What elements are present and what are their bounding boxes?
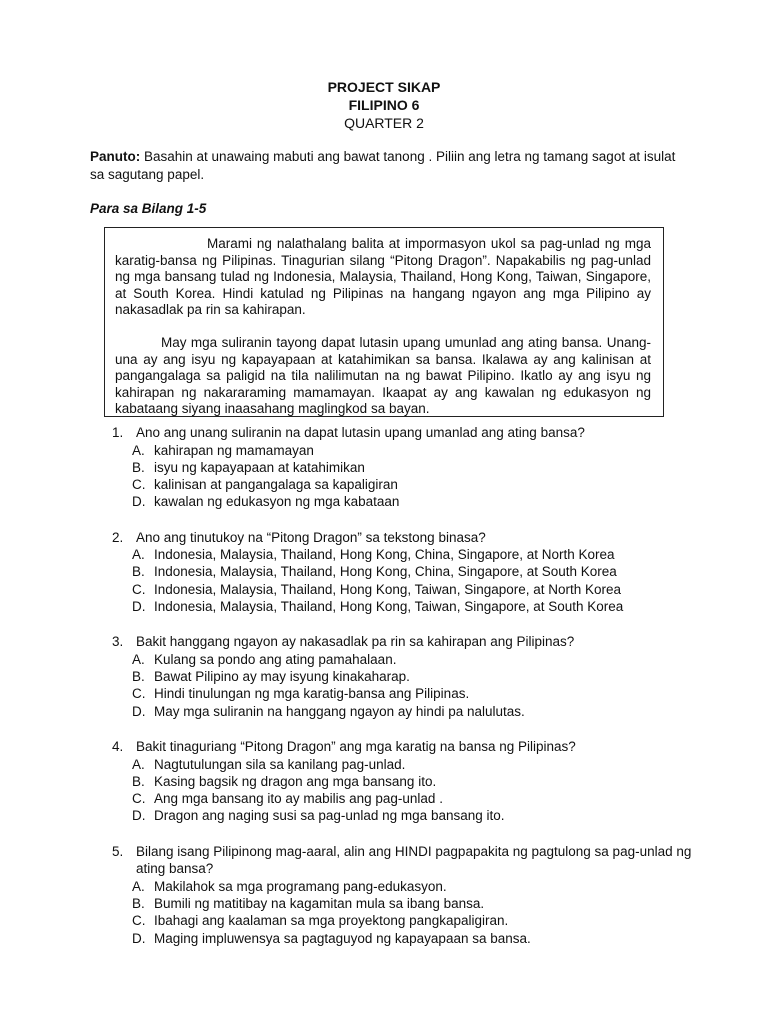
option-letter: B. xyxy=(132,773,145,789)
question-text: Bakit tinaguriang “Pitong Dragon” ang mga karatig na bansa ng Pilipinas? xyxy=(136,739,576,755)
option-text: Indonesia, Malaysia, Thailand, Hong Kong, China, Singapore, at South Korea xyxy=(154,564,617,580)
option-d xyxy=(112,807,712,824)
option-letter: D. xyxy=(132,930,146,946)
option-b xyxy=(112,459,712,476)
option-c xyxy=(112,912,712,929)
option-b xyxy=(112,773,712,790)
question-1 xyxy=(112,424,712,511)
passage-paragraph-2: May mga suliranin tayong dapat lutasin upang umunlad ang ating bansa. Unang-una ay ang isyu ng kapayapaan at katahimikan sa bansa. Ikalawa ay ang kalinisan at pangangalaga sa paligid na tila nalilimutan na ng bawat Pilipino. Ikatlo ay ang isyu ng kahirapan ng nakararaming mamamayan. Ikaapat ay ang kawalan ng edukasyon ng kabataang siyang inaasahang maglingkod sa bayan. xyxy=(115,334,651,417)
option-a xyxy=(112,546,712,563)
question-text: Ano ang unang suliranin na dapat lutasin upang umanlad ang ating bansa? xyxy=(136,425,585,440)
option-b xyxy=(112,895,712,912)
option-c xyxy=(112,581,712,598)
option-d xyxy=(112,703,712,720)
option-letter: A. xyxy=(132,756,145,772)
instructions-label: Panuto: xyxy=(90,149,141,164)
option-letter: D. xyxy=(132,808,146,824)
question-2 xyxy=(112,529,712,616)
option-text: kawalan ng edukasyon ng mga kabataan xyxy=(154,494,400,510)
subject-title: FILIPINO 6 xyxy=(348,97,420,113)
option-text: kalinisan at pangangalaga sa kapaligiran xyxy=(154,477,398,493)
option-letter: B. xyxy=(132,896,145,912)
option-c xyxy=(112,790,712,807)
instructions xyxy=(90,148,690,184)
option-text: Bawat Pilipino ay may isyung kinakaharap. xyxy=(154,669,410,685)
option-a xyxy=(112,651,712,668)
option-d xyxy=(112,598,712,615)
question-text: Bilang isang Pilipinong mag-aaral, alin ang HINDI pagpapakita ng pagtulong sa pag-unlad ng ating bansa? xyxy=(136,843,692,877)
option-letter: D. xyxy=(132,494,146,510)
option-letter: C. xyxy=(132,686,146,702)
option-letter: A. xyxy=(132,442,145,458)
option-letter: B. xyxy=(132,564,145,580)
option-text: Bumili ng matitibay na kagamitan mula sa ibang bansa. xyxy=(154,896,485,912)
option-d xyxy=(112,930,712,947)
option-text: Maging impluwensya sa pagtaguyod ng kapayapaan sa bansa. xyxy=(154,930,531,946)
option-b xyxy=(112,668,712,685)
option-text: Makilahok sa mga programang pang-edukasyon. xyxy=(154,878,447,894)
option-text: isyu ng kapayapaan at katahimikan xyxy=(154,459,365,475)
option-letter: C. xyxy=(132,477,146,493)
option-text: Dragon ang naging susi sa pag-unlad ng mga bansang ito. xyxy=(154,808,505,824)
option-letter: D. xyxy=(132,599,146,615)
option-a xyxy=(112,756,712,773)
option-letter: C. xyxy=(132,581,146,597)
option-text: Kulang sa pondo ang ating pamahalaan. xyxy=(154,651,397,667)
document-header xyxy=(0,78,768,132)
question-number: 2. xyxy=(112,529,124,545)
instructions-text: Basahin at unawaing mabuti ang bawat tanong . Piliin ang letra ng tamang sagot at isulat sa sagutang papel. xyxy=(90,149,676,182)
option-a xyxy=(112,442,712,459)
option-letter: B. xyxy=(132,459,145,475)
question-list xyxy=(112,424,712,965)
question-number: 1. xyxy=(112,425,124,440)
option-b xyxy=(112,563,712,580)
option-text: Ibahagi ang kaalaman sa mga proyektong pangkapaligiran. xyxy=(154,913,509,929)
reading-passage-box xyxy=(104,227,664,417)
option-d xyxy=(112,493,712,510)
option-letter: A. xyxy=(132,651,145,667)
section-label: Para sa Bilang 1-5 xyxy=(90,201,207,216)
question-3 xyxy=(112,633,712,720)
option-a xyxy=(112,878,712,895)
option-text: Indonesia, Malaysia, Thailand, Hong Kong, Taiwan, Singapore, at South Korea xyxy=(154,599,624,615)
question-number: 5. xyxy=(112,843,124,859)
option-letter: C. xyxy=(132,791,146,807)
question-4 xyxy=(112,738,712,825)
option-text: Hindi tinulungan ng mga karatig-bansa ang Pilipinas. xyxy=(154,686,470,702)
option-letter: C. xyxy=(132,913,146,929)
question-number: 3. xyxy=(112,634,124,650)
option-text: Ang mga bansang ito ay mabilis ang pag-unlad . xyxy=(154,791,443,807)
option-letter: A. xyxy=(132,547,145,563)
option-letter: A. xyxy=(132,878,145,894)
option-text: Nagtutulungan sila sa kanilang pag-unlad. xyxy=(154,756,406,772)
option-c xyxy=(112,685,712,702)
question-text: Ano ang tinutukoy na “Pitong Dragon” sa tekstong binasa? xyxy=(136,529,486,545)
option-text: kahirapan ng mamamayan xyxy=(154,442,314,458)
passage-paragraph-1: Marami ng nalathalang balita at impormasyon ukol sa pag-unlad ng mga karatig-bansa ng Pilipinas. Tinagurian silang “Pitong Dragon”. Napakabilis ng pag-unlad ng mga bansang tulad ng Indonesia, Malaysia, Thailand, Hong Kong, Taiwan, Singapore, at South Korea. Hindi katulad ng Pilipinas na hangang ngayon ang mga Pilipino ay nakasadlak pa rin sa kahirapan. xyxy=(115,236,651,318)
project-title: PROJECT SIKAP xyxy=(327,79,441,95)
option-letter: B. xyxy=(132,669,145,685)
option-c xyxy=(112,476,712,493)
question-text: Bakit hanggang ngayon ay nakasadlak pa rin sa kahirapan ang Pilipinas? xyxy=(136,634,575,650)
option-text: Indonesia, Malaysia, Thailand, Hong Kong, China, Singapore, at North Korea xyxy=(154,547,615,563)
question-5 xyxy=(112,843,712,947)
option-text: Kasing bagsik ng dragon ang mga bansang ito. xyxy=(154,773,437,789)
option-text: Indonesia, Malaysia, Thailand, Hong Kong, Taiwan, Singapore, at North Korea xyxy=(154,581,622,597)
question-number: 4. xyxy=(112,739,124,755)
quarter-label: QUARTER 2 xyxy=(344,115,424,131)
option-text: May mga suliranin na hanggang ngayon ay hindi pa nalulutas. xyxy=(154,703,525,719)
option-letter: D. xyxy=(132,703,146,719)
